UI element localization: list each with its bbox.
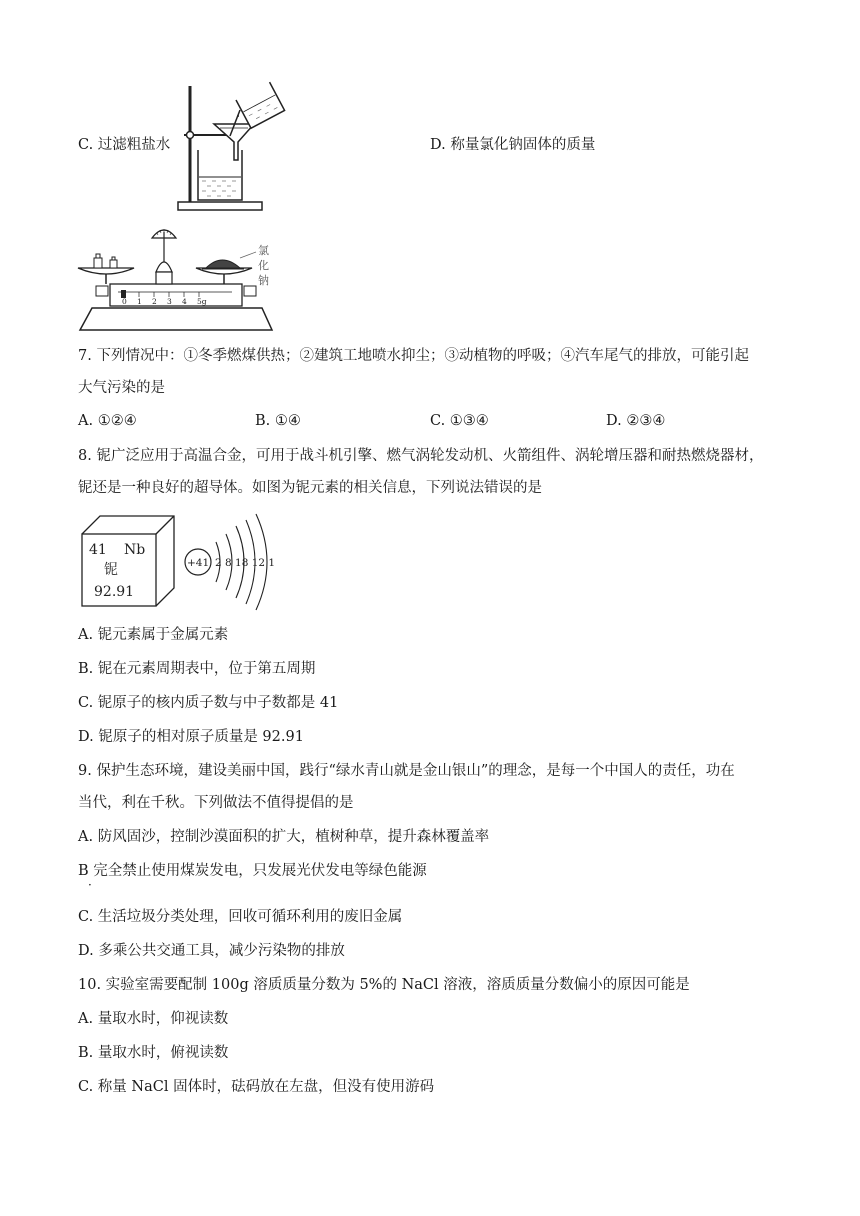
niobium-atom-structure [182, 512, 282, 612]
q7-stem-line1: 7. 下列情况中：①冬季燃煤供热；②建筑工地喷水抑尘；③动植物的呼吸；④汽车尾气的排放，可能引起 [78, 348, 749, 364]
niobium-element-cube [78, 512, 178, 608]
q7-option-c[interactable]: C. ①③④ [430, 413, 489, 429]
q9-stem-line2: 当代，利在千秋。下列做法不值得提倡的是 [78, 795, 354, 811]
q7-option-d[interactable]: D. ②③④ [606, 413, 666, 429]
q10-option-a[interactable]: A. 量取水时，仰视读数 [78, 1011, 229, 1027]
scale-tick-label: 4 [182, 297, 187, 306]
filtration-apparatus-figure [170, 80, 290, 215]
scale-tick-label: 1 [137, 297, 142, 306]
scale-tick-label: 2 [152, 297, 157, 306]
scale-tick-label: 5g [197, 297, 207, 306]
q9-option-b[interactable]: B 完全禁止使用煤炭发电，只发展光伏发电等绿色能源 [78, 863, 427, 879]
q6-option-c[interactable]: C. 过滤粗盐水 [78, 137, 171, 153]
element-symbol: Nb [124, 542, 146, 558]
q9-option-d[interactable]: D. 多乘公共交通工具，减少污染物的排放 [78, 943, 345, 959]
q7-option-a[interactable]: A. ①②④ [78, 413, 137, 429]
balance-label-char: 氯 [258, 244, 269, 257]
atom-shell-electrons: 2 8 18 12 1 [215, 557, 276, 569]
balance-scale-figure [72, 222, 282, 334]
q8-stem-line1: 8. 铌广泛应用于高温合金，可用于战斗机引擎、燃气涡轮发动机、火箭组件、涡轮增压器和耐热燃烧器材， [78, 448, 764, 464]
q10-option-b[interactable]: B. 量取水时，俯视读数 [78, 1045, 229, 1061]
balance-label-char: 化 [258, 259, 269, 272]
q9-option-c[interactable]: C. 生活垃圾分类处理，回收可循环利用的废旧金属 [78, 909, 403, 925]
stray-dot: · [88, 878, 92, 892]
q8-option-c[interactable]: C. 铌原子的核内质子数与中子数都是 41 [78, 695, 339, 711]
q10-stem: 10. 实验室需要配制 100g 溶质质量分数为 5%的 NaCl 溶液，溶质质量分数偏小的原因可能是 [78, 977, 690, 993]
atom-nucleus-charge: +41 [187, 557, 210, 569]
q8-option-b[interactable]: B. 铌在元素周期表中，位于第五周期 [78, 661, 316, 677]
element-atomic-number: 41 [89, 542, 107, 558]
q10-option-c[interactable]: C. 称量 NaCl 固体时，砝码放在左盘，但没有使用游码 [78, 1079, 435, 1095]
q8-option-a[interactable]: A. 铌元素属于金属元素 [78, 627, 229, 643]
q8-stem-line2: 铌还是一种良好的超导体。如图为铌元素的相关信息，下列说法错误的是 [78, 480, 542, 496]
q7-option-b[interactable]: B. ①④ [255, 413, 301, 429]
scale-tick-label: 0 [122, 297, 127, 306]
q6-option-d[interactable]: D. 称量氯化钠固体的质量 [430, 137, 596, 153]
q7-stem-line2: 大气污染的是 [78, 380, 165, 396]
q9-option-a[interactable]: A. 防风固沙，控制沙漠面积的扩大，植树种草，提升森林覆盖率 [78, 829, 490, 845]
q9-stem-line1: 9. 保护生态环境，建设美丽中国，践行“绿水青山就是金山银山”的理念，是每一个中国人的责任，功在 [78, 763, 735, 779]
q8-option-d[interactable]: D. 铌原子的相对原子质量是 92.91 [78, 729, 304, 745]
element-mass: 92.91 [94, 584, 135, 600]
element-name: 铌 [104, 562, 118, 578]
scale-tick-label: 3 [167, 297, 172, 306]
balance-label-char: 钠 [258, 274, 269, 287]
